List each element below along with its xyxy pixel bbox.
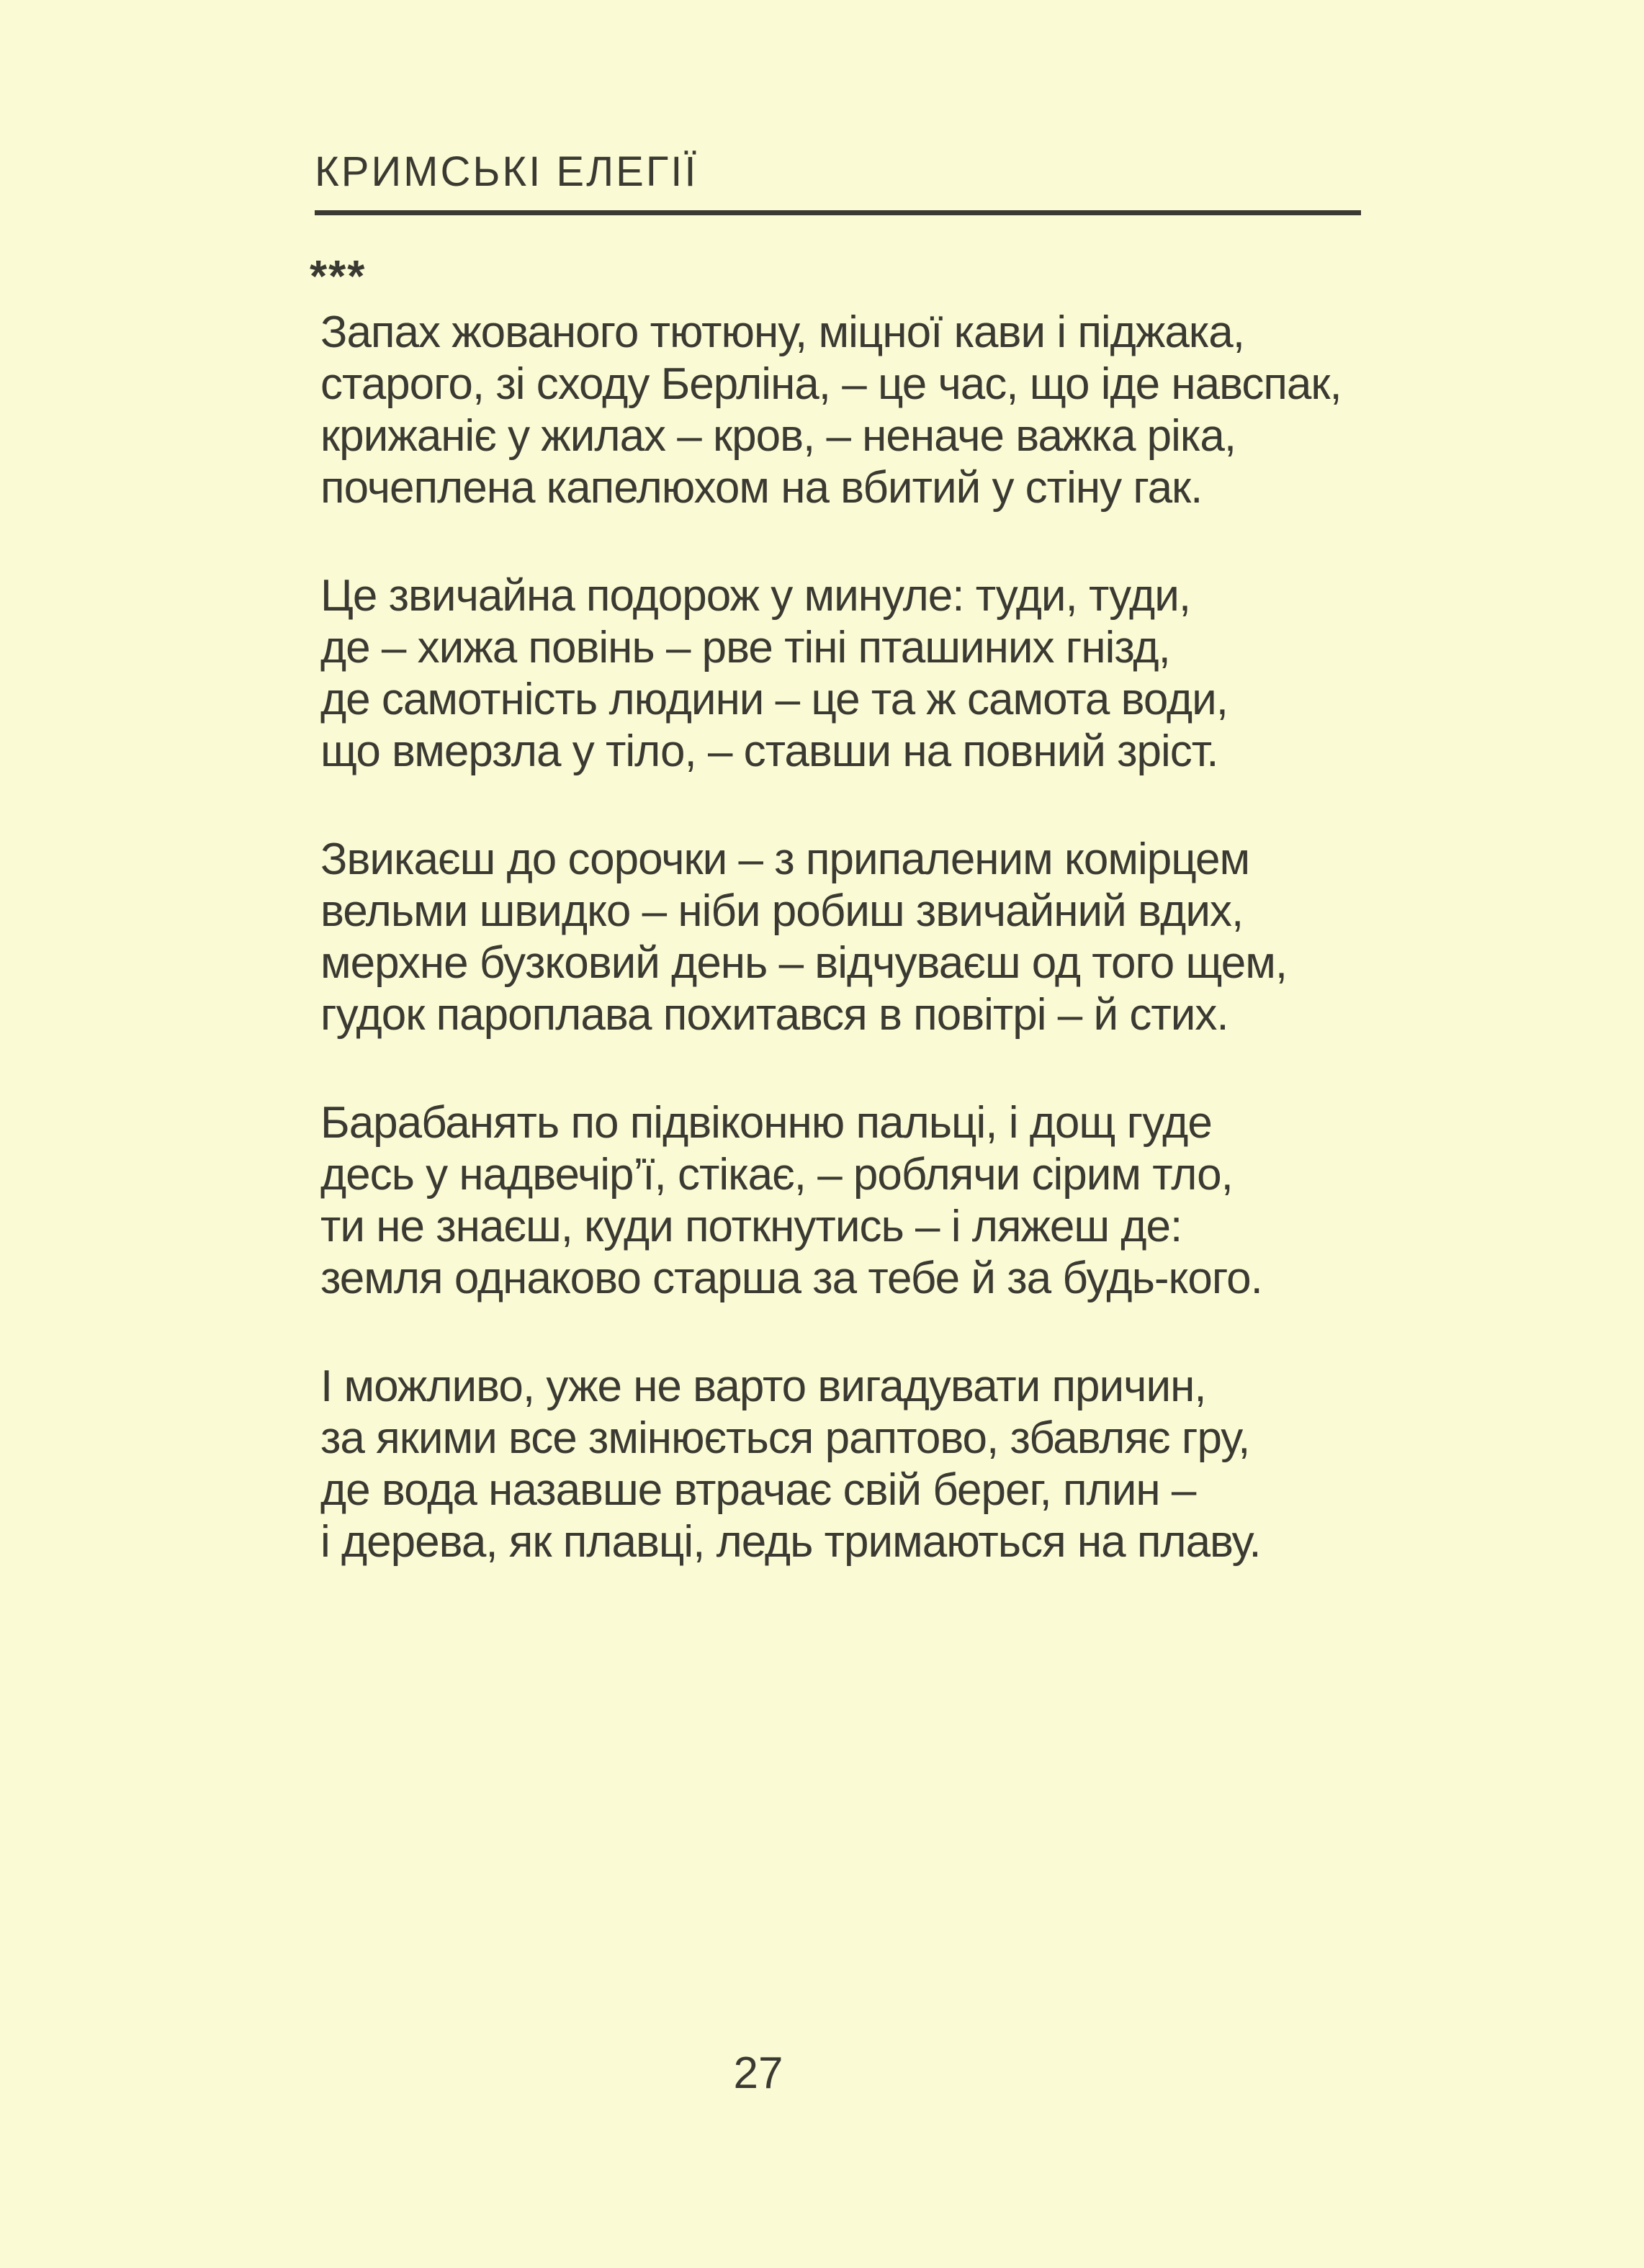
poem-line: мерхне бузковий день – відчуваєш од того щем,	[320, 938, 1288, 988]
poem-line: де вода назавше втрачає свій берег, плин –	[320, 1465, 1196, 1515]
poem-line: де – хижа повінь – рве тіні пташиних гнізд,	[320, 623, 1170, 672]
poem-line: земля однаково старша за тебе й за будь-кого.	[320, 1254, 1262, 1303]
poem-line: і дерева, як плавці, ледь тримаються на плаву.	[320, 1517, 1261, 1567]
poem-line: що вмерзла у тіло, – ставши на повний зріст.	[320, 726, 1218, 776]
poem-line: Барабанять по підвіконню пальці, і дощ гуде	[320, 1098, 1212, 1148]
stanza-1	[320, 307, 1342, 514]
poem-line: де самотність людини – це та ж самота води,	[320, 675, 1228, 724]
poem-line: Запах жованого тютюну, міцної кави і піджака,	[320, 307, 1245, 357]
poem-line: Звикаєш до сорочки – з припаленим комірцем	[320, 834, 1250, 884]
stanza-5	[320, 1361, 1342, 1568]
stanza-2	[320, 570, 1342, 778]
section-marker: ***	[310, 252, 367, 302]
poem-line: за якими все змінюється раптово, збавляє гру,	[320, 1413, 1250, 1463]
stanza-4	[320, 1097, 1342, 1305]
poem-line: І можливо, уже не варто вигадувати причин,	[320, 1362, 1206, 1411]
poem-line: крижаніє у жилах – кров, – неначе важка ріка,	[320, 411, 1236, 461]
poem-line: гудок пароплава похитався в повітрі – й стих.	[320, 990, 1228, 1040]
poem-line: Це звичайна подорож у минуле: туди, туди,	[320, 571, 1191, 621]
poem-line: старого, зі сходу Берліна, – це час, що іде навспак,	[320, 359, 1342, 409]
page-number: 27	[733, 2048, 783, 2098]
title-rule-divider	[315, 210, 1361, 215]
poem-line: десь у надвечір’ї, стікає, – роблячи сірим тло,	[320, 1150, 1233, 1200]
poem	[320, 307, 1342, 1624]
poem-line: вельми швидко – ніби робиш звичайний вдих,	[320, 886, 1244, 936]
poem-line: почеплена капелюхом на вбитий у стіну гак.	[320, 463, 1203, 513]
page-title: КРИМСЬКІ ЕЛЕГІЇ	[315, 148, 699, 195]
poem-line: ти не знаєш, куди поткнутись – і ляжеш де:	[320, 1202, 1182, 1251]
stanza-3	[320, 834, 1342, 1041]
